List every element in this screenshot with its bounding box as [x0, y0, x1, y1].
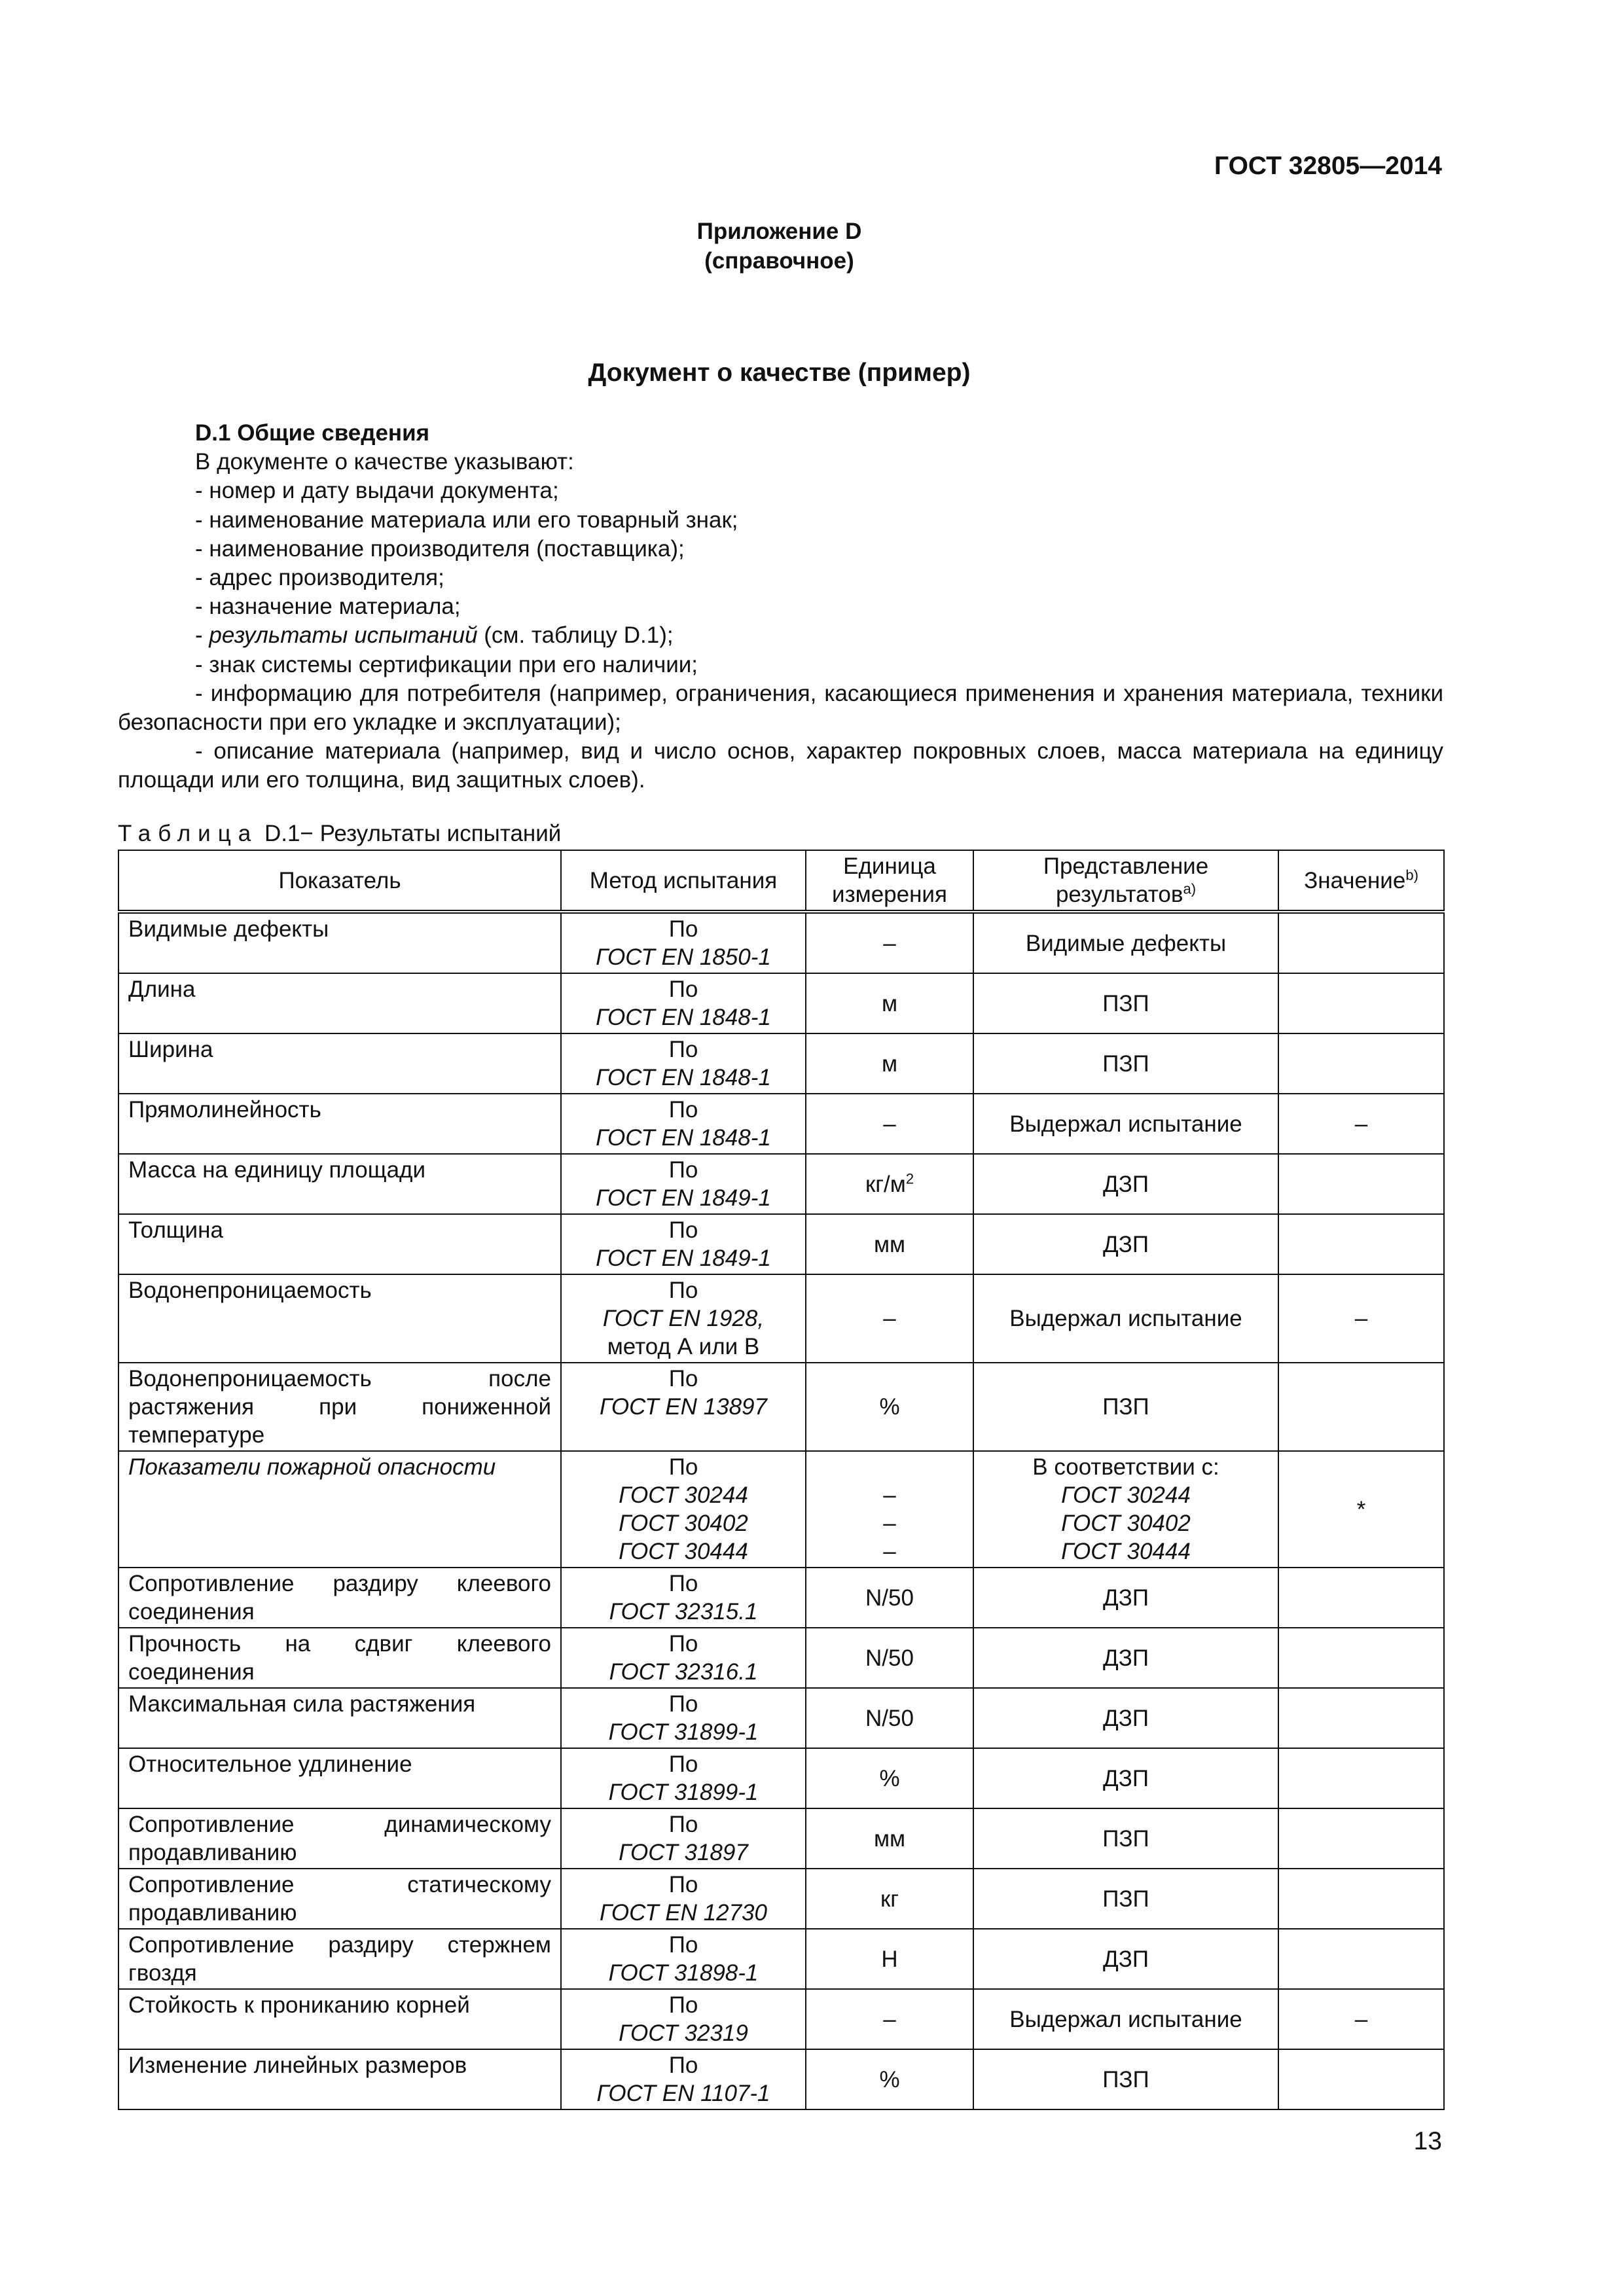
method-prefix: По — [668, 916, 698, 942]
list-item: - наименование производителя (поставщика); — [195, 535, 685, 562]
cell-value — [1278, 1154, 1444, 1214]
repr-value: Выдержал испытание — [1009, 1306, 1242, 1331]
cell-param — [118, 973, 561, 1033]
param-text: Водонепроницаемость после растяжения при пониженной температуре — [128, 1366, 551, 1448]
method-standard: ГОСТ EN 1850-1 — [596, 944, 771, 970]
repr-value: ДЗП — [1103, 1585, 1149, 1611]
cell-repr — [973, 1869, 1278, 1929]
cell-repr — [973, 973, 1278, 1033]
page-title: Документ о качестве (пример) — [588, 359, 971, 387]
cell-value — [1278, 1363, 1444, 1451]
cell-param — [118, 1214, 561, 1274]
document-code: ГОСТ 32805—2014 — [1214, 152, 1442, 180]
table-row — [118, 1274, 1444, 1363]
cell-method — [561, 1568, 806, 1628]
cell-value — [1278, 1628, 1444, 1688]
cell-method — [561, 1451, 806, 1568]
repr-value: ДЗП — [1103, 1231, 1149, 1257]
repr-value: ПЗП — [1102, 1050, 1149, 1077]
repr-value: ПЗП — [1102, 1825, 1149, 1852]
table-row — [118, 1214, 1444, 1274]
cell-method — [561, 1154, 806, 1214]
cell-repr — [973, 1628, 1278, 1688]
header-param: Показатель — [118, 850, 561, 912]
method-prefix: По — [668, 1366, 698, 1391]
table-caption-text: D.1− Результаты испытаний — [264, 821, 562, 846]
unit-value: мм — [873, 1231, 906, 1257]
page-number: 13 — [1413, 2127, 1442, 2155]
list-item-italic: результаты испытаний — [209, 622, 478, 649]
method-standard: ГОСТ EN 1848-1 — [596, 1005, 771, 1030]
method-standard: ГОСТ EN 1849-1 — [596, 1185, 771, 1211]
method-prefix: По — [668, 1751, 698, 1777]
table-caption-word: Таблица — [118, 821, 259, 846]
section-intro: В документе о качестве указывают: — [195, 449, 574, 475]
cell-method — [561, 1033, 806, 1094]
method-prefix: По — [668, 1278, 698, 1303]
table-row — [118, 1451, 1444, 1568]
cell-method — [561, 1688, 806, 1748]
method-standard: ГОСТ 30244 — [619, 1482, 748, 1508]
cell-repr — [973, 1748, 1278, 1808]
cell-unit — [806, 1094, 973, 1154]
unit-value: мм — [873, 1825, 906, 1852]
cell-unit — [806, 1363, 973, 1451]
unit-value: м — [881, 1050, 898, 1077]
cell-method — [561, 1363, 806, 1451]
cell-unit — [806, 2049, 973, 2109]
method-prefix: По — [668, 1691, 698, 1717]
method-prefix: По — [668, 1454, 698, 1480]
unit-value: – — [883, 1539, 896, 1564]
list-item: - информацию для потребителя (например, ограничения, касающиеся применения и хранения материала, техники безопасности при его укладке и эксплуатации); — [118, 680, 1443, 736]
unit-value: кг/м — [865, 1171, 906, 1197]
table-row — [118, 1094, 1444, 1154]
method-prefix: По — [668, 1631, 698, 1657]
cell-param — [118, 1154, 561, 1214]
table-caption — [118, 821, 561, 847]
annex-status: (справочное) — [704, 248, 854, 274]
unit-value: Н — [881, 1946, 898, 1972]
cell-repr — [973, 1033, 1278, 1094]
cell-unit — [806, 1033, 973, 1094]
cell-value — [1278, 1929, 1444, 1989]
cell-value — [1278, 912, 1444, 973]
cell-value — [1278, 1808, 1444, 1869]
method-standard: ГОСТ EN 13897 — [600, 1394, 767, 1420]
cell-method — [561, 1628, 806, 1688]
cell-param — [118, 912, 561, 973]
param-text: Масса на единицу площади — [128, 1157, 426, 1183]
cell-unit — [806, 1748, 973, 1808]
cell-unit — [806, 1214, 973, 1274]
method-standard: ГОСТ EN 1928, — [602, 1306, 765, 1331]
cell-method — [561, 2049, 806, 2109]
cell-param — [118, 1628, 561, 1688]
value-text: – — [1354, 2006, 1368, 2032]
method-prefix: По — [668, 1157, 698, 1183]
list-item: - наименование материала или его товарный знак; — [195, 507, 738, 533]
section-heading: D.1 Общие сведения — [195, 420, 430, 446]
repr-value: ПЗП — [1102, 1394, 1149, 1420]
list-item-results — [118, 621, 1443, 650]
unit-value: – — [883, 1111, 896, 1137]
cell-unit — [806, 1989, 973, 2049]
cell-param — [118, 1094, 561, 1154]
annex-title — [0, 217, 1559, 276]
cell-param — [118, 1688, 561, 1748]
cell-unit — [806, 912, 973, 973]
cell-unit — [806, 1451, 973, 1568]
cell-param — [118, 1033, 561, 1094]
param-text: Прямолинейность — [128, 1097, 321, 1122]
method-prefix: По — [668, 1932, 698, 1958]
table-row — [118, 973, 1444, 1033]
header-unit: Единица измерения — [806, 850, 973, 912]
table-row — [118, 1869, 1444, 1929]
param-text: Толщина — [128, 1217, 223, 1243]
method-standard: ГОСТ EN 12730 — [600, 1900, 767, 1926]
method-prefix: По — [668, 1571, 698, 1596]
cell-param — [118, 1869, 561, 1929]
cell-repr — [973, 1688, 1278, 1748]
value-text: – — [1354, 1111, 1368, 1137]
table-row — [118, 1989, 1444, 2049]
cell-method — [561, 1094, 806, 1154]
table-body — [118, 912, 1444, 2109]
cell-value — [1278, 1451, 1444, 1568]
param-text: Сопротивление динамическому продавливанию — [128, 1812, 551, 1865]
cell-value — [1278, 1989, 1444, 2049]
table-row — [118, 1628, 1444, 1688]
table-row — [118, 1568, 1444, 1628]
cell-unit — [806, 973, 973, 1033]
repr-value: Выдержал испытание — [1009, 2006, 1242, 2032]
cell-unit — [806, 1274, 973, 1363]
cell-method — [561, 1869, 806, 1929]
cell-repr — [973, 1989, 1278, 2049]
method-prefix: По — [668, 1992, 698, 2018]
unit-value: – — [883, 2006, 896, 2032]
header-value-text: Значение — [1304, 867, 1406, 893]
param-text: Сопротивление раздиру стержнем гвоздя — [128, 1932, 551, 1986]
method-standard: ГОСТ EN 1848-1 — [596, 1125, 771, 1151]
param-text: Изменение линейных размеров — [128, 2053, 467, 2078]
table-row — [118, 1154, 1444, 1214]
repr-value: ДЗП — [1103, 1645, 1149, 1671]
cell-repr — [973, 912, 1278, 973]
list-item-suffix: (см. таблицу D.1); — [477, 622, 674, 649]
cell-param — [118, 1748, 561, 1808]
cell-value — [1278, 1033, 1444, 1094]
method-standard: ГОСТ 32316.1 — [609, 1659, 758, 1685]
header-method: Метод испытания — [561, 850, 806, 912]
unit-value: м — [881, 990, 898, 1016]
unit-spacer — [816, 1453, 964, 1481]
param-text: Показатели пожарной опасности — [128, 1454, 496, 1480]
method-standard: ГОСТ EN 1848-1 — [596, 1065, 771, 1090]
repr-value: ПЗП — [1102, 1886, 1149, 1912]
param-text: Сопротивление раздиру клеевого соединения — [128, 1571, 551, 1624]
table-row — [118, 1688, 1444, 1748]
cell-unit — [806, 1628, 973, 1688]
repr-standard: ГОСТ 30244 — [1061, 1482, 1191, 1508]
table-row — [118, 912, 1444, 973]
cell-unit — [806, 1929, 973, 1989]
cell-repr — [973, 1363, 1278, 1451]
header-value — [1278, 850, 1444, 912]
table-row — [118, 1748, 1444, 1808]
method-standard: ГОСТ 31899-1 — [608, 1780, 759, 1805]
cell-value — [1278, 1568, 1444, 1628]
cell-value — [1278, 1688, 1444, 1748]
cell-value — [1278, 1748, 1444, 1808]
list-item: - номер и дату выдачи документа; — [195, 478, 559, 504]
annex-label: Приложение D — [696, 219, 862, 244]
unit-value: N/50 — [865, 1645, 914, 1671]
method-prefix: По — [668, 977, 698, 1002]
repr-value: ПЗП — [1102, 990, 1149, 1016]
general-info-section — [118, 419, 1443, 795]
cell-value — [1278, 1869, 1444, 1929]
table-header-row — [118, 850, 1444, 912]
unit-value: кг — [880, 1886, 899, 1912]
footnote-marker: b) — [1405, 866, 1418, 883]
unit-value: – — [883, 1511, 896, 1536]
table-row — [118, 1929, 1444, 1989]
cell-unit — [806, 1568, 973, 1628]
param-text: Видимые дефекты — [128, 916, 329, 942]
cell-method — [561, 1989, 806, 2049]
repr-value: ДЗП — [1103, 1171, 1149, 1197]
repr-value: ДЗП — [1103, 1946, 1149, 1972]
table-row — [118, 1033, 1444, 1094]
method-standard: ГОСТ 31899-1 — [608, 1719, 759, 1745]
cell-unit — [806, 1808, 973, 1869]
cell-value — [1278, 1214, 1444, 1274]
cell-repr — [973, 1154, 1278, 1214]
cell-repr — [973, 1568, 1278, 1628]
param-text: Водонепроницаемость — [128, 1278, 372, 1303]
value-text: * — [1356, 1496, 1366, 1522]
results-table — [118, 850, 1445, 2110]
list-item-prefix: - — [195, 622, 209, 649]
cell-value — [1278, 2049, 1444, 2109]
cell-method — [561, 973, 806, 1033]
cell-unit — [806, 1869, 973, 1929]
unit-value: % — [879, 2066, 900, 2092]
cell-repr — [973, 2049, 1278, 2109]
param-text: Прочность на сдвиг клеевого соединения — [128, 1631, 551, 1685]
method-standard: ГОСТ 32319 — [619, 2020, 748, 2046]
cell-repr — [973, 1451, 1278, 1568]
unit-value: – — [883, 930, 896, 956]
method-prefix: По — [668, 2053, 698, 2078]
unit-superscript: 2 — [905, 1170, 914, 1187]
param-text: Длина — [128, 977, 196, 1002]
method-standard: ГОСТ EN 1107-1 — [596, 2081, 770, 2106]
unit-value: N/50 — [865, 1585, 914, 1611]
list-item: - назначение материала; — [195, 594, 461, 620]
unit-value: % — [879, 1394, 900, 1420]
param-text: Относительное удлинение — [128, 1751, 412, 1777]
unit-value: % — [879, 1765, 900, 1791]
cell-param — [118, 1808, 561, 1869]
param-text: Сопротивление статическому продавливанию — [128, 1872, 551, 1926]
repr-value: Видимые дефекты — [1025, 930, 1227, 956]
cell-unit — [806, 1688, 973, 1748]
cell-value — [1278, 973, 1444, 1033]
cell-method — [561, 912, 806, 973]
table-row — [118, 2049, 1444, 2109]
cell-repr — [973, 1808, 1278, 1869]
param-text: Ширина — [128, 1037, 213, 1062]
cell-repr — [973, 1094, 1278, 1154]
cell-repr — [973, 1274, 1278, 1363]
method-standard: ГОСТ 30402 — [619, 1511, 748, 1536]
method-prefix: По — [668, 1037, 698, 1062]
method-prefix: По — [668, 1812, 698, 1837]
unit-value: – — [883, 1306, 896, 1331]
unit-value: – — [883, 1482, 896, 1508]
repr-standard: ГОСТ 30444 — [1061, 1539, 1191, 1564]
cell-method — [561, 1274, 806, 1363]
repr-value: ДЗП — [1103, 1705, 1149, 1731]
value-text: – — [1354, 1306, 1368, 1331]
repr-standard: ГОСТ 30402 — [1061, 1511, 1191, 1536]
cell-repr — [973, 1214, 1278, 1274]
cell-method — [561, 1929, 806, 1989]
cell-param — [118, 2049, 561, 2109]
method-prefix: По — [668, 1872, 698, 1897]
list-item: - описание материала (например, вид и число основ, характер покровных слоев, масса материала на единицу площади или его толщина, вид защитных слоев). — [118, 738, 1443, 793]
cell-value — [1278, 1094, 1444, 1154]
repr-prefix: В соответствии с: — [1032, 1454, 1219, 1480]
repr-value: ПЗП — [1102, 2066, 1149, 2092]
list-item: - адрес производителя; — [195, 565, 444, 591]
header-repr-text: Представление результатов — [1043, 853, 1209, 907]
param-text: Стойкость к прониканию корней — [128, 1992, 470, 2018]
cell-method — [561, 1214, 806, 1274]
cell-method — [561, 1808, 806, 1869]
method-standard: ГОСТ 32315.1 — [609, 1599, 758, 1624]
method-standard: ГОСТ 30444 — [619, 1539, 748, 1564]
method-standard: ГОСТ 31898-1 — [608, 1960, 759, 1986]
param-text: Максимальная сила растяжения — [128, 1691, 476, 1717]
cell-method — [561, 1748, 806, 1808]
header-repr — [973, 850, 1278, 912]
cell-param — [118, 1451, 561, 1568]
cell-param — [118, 1363, 561, 1451]
cell-param — [118, 1989, 561, 2049]
cell-unit — [806, 1154, 973, 1214]
method-standard: ГОСТ EN 1849-1 — [596, 1246, 771, 1271]
cell-param — [118, 1274, 561, 1363]
table-row — [118, 1808, 1444, 1869]
cell-param — [118, 1929, 561, 1989]
footnote-marker: a) — [1183, 880, 1197, 897]
method-prefix: По — [668, 1097, 698, 1122]
cell-param — [118, 1568, 561, 1628]
method-prefix: По — [668, 1217, 698, 1243]
table-row — [118, 1363, 1444, 1451]
method-standard: ГОСТ 31897 — [619, 1840, 748, 1865]
unit-value: N/50 — [865, 1705, 914, 1731]
cell-repr — [973, 1929, 1278, 1989]
repr-value: Выдержал испытание — [1009, 1111, 1242, 1137]
cell-value — [1278, 1274, 1444, 1363]
method-note: метод А или В — [607, 1334, 760, 1359]
list-item: - знак системы сертификации при его наличии; — [195, 651, 698, 677]
repr-value: ДЗП — [1103, 1765, 1149, 1791]
